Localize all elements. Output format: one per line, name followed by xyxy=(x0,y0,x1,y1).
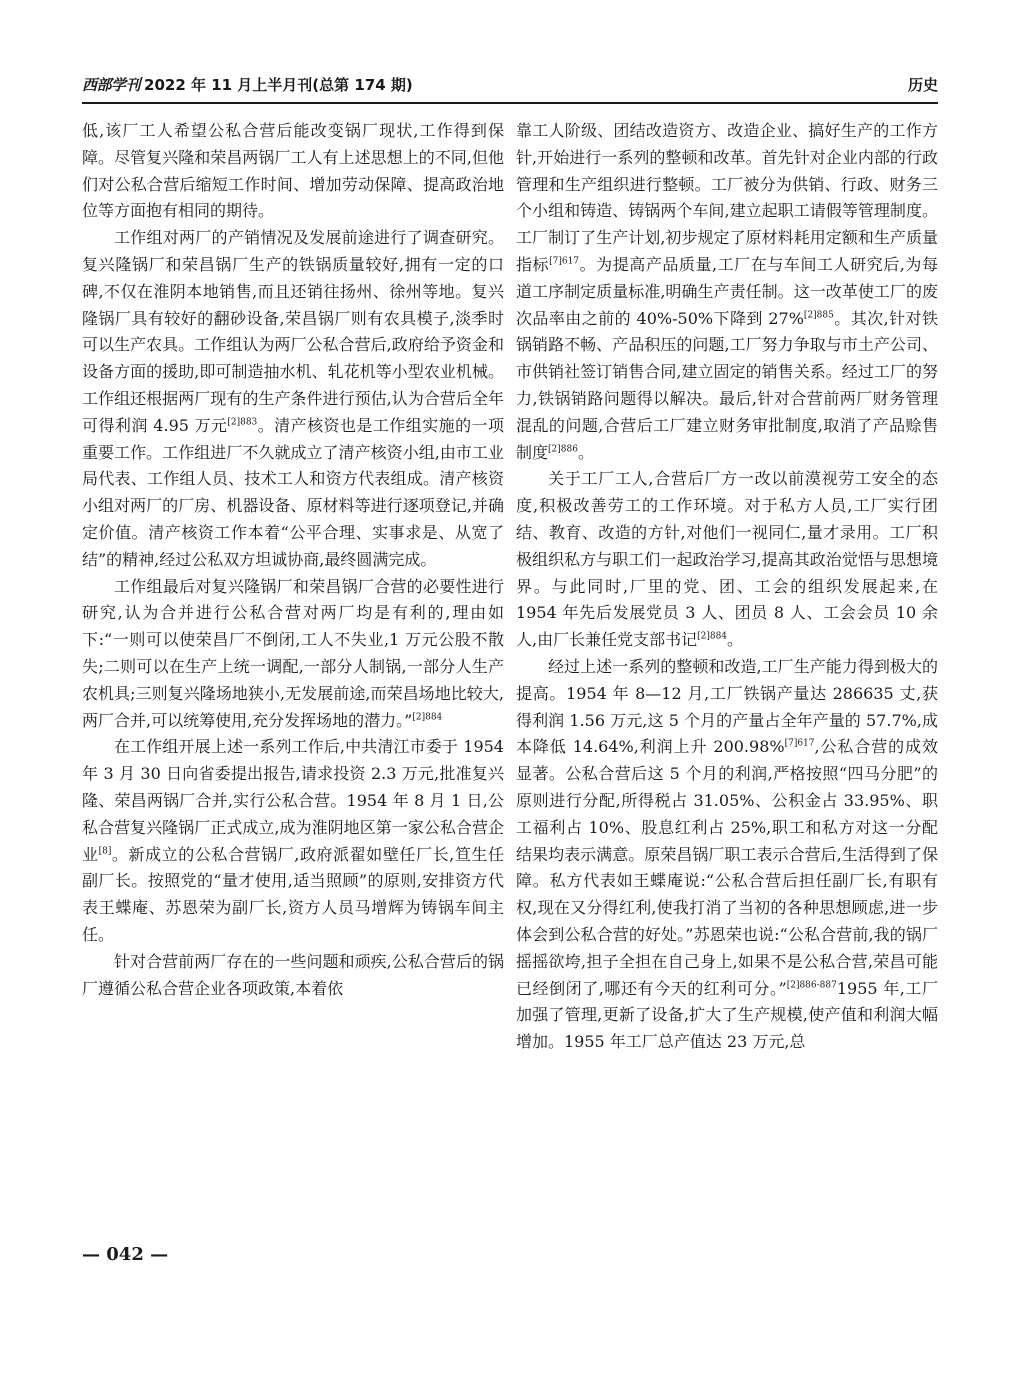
page-number: — 042 — xyxy=(82,1244,169,1265)
paragraph-text: 经过上述一系列的整顿和改造,工厂生产能力得到极大的提高。1954 年 8—12 月,工厂铁锅产量达 286635 丈,获得利润 1.56 万元,这 5 个月的产量占全年产量的 57.7%,成本降低 14.64%,利润上升 200.98% xyxy=(516,656,938,757)
citation: [2]884 xyxy=(412,712,443,723)
paragraph-text: 。其次,针对铁锅销路不畅、产品积压的问题,工厂努力争取与市土产公司、市供销社签订销售合同,建立固定的销售关系。经过工厂的努力,铁锅销路问题得以解决。最后,针对合营前两厂财务管理混乱的问题,合营后工厂建立财务审批制度,取消了产品赊售制度 xyxy=(516,308,938,462)
paragraph-text: 。为提高产品质量,工厂在与车间工人研究后,为每道工序制定质量标准,明确生产责任制。这一改革使工厂的废次品率由之前的 40%-50%下降到 27% xyxy=(516,254,938,328)
section-label: 历史 xyxy=(907,76,938,94)
paragraph-text: ,公私合营的成效显著。公私合营后这 5 个月的利润,严格按照“四马分肥”的原则进行分配,所得税占 31.05%、公积金占 33.95%、职工福利占 10%、股息红利占 25%,职工和私方对这一分配结果均表示满意。原荣昌锅厂职工表示合营后,生活得到了保障。私方代表如王蝶庵说:“公私合营后担任副厂长,有职有权,现在又分得红利,使我打消了当初的各种思想顾虑,进一步体会到公私合营的好处。”苏恩荣也说:“公私合营前,我的锅厂摇摇欲垮,担子全担在自己身上,如果不是公私合营,荣昌可能已经倒闭了,哪还有今天的红利可分。” xyxy=(516,737,938,998)
paragraph-text: 在工作组开展上述一系列工作后,中共清江市委于 1954 年 3 月 30 日向省委提出报告,请求投资 2.3 万元,批准复兴隆、荣昌两锅厂合并,实行公私合营。1954 年 8 月 1 日,公私合营复兴隆锅厂正式成立,成为淮阴地区第一家公私合营企业 xyxy=(82,737,504,864)
paragraph-text: 靠工人阶级、团结改造资方、改造企业、搞好生产的工作方针,开始进行一系列的整顿和改革。首先针对企业内部的行政管理和生产组织进行整顿。工厂被分为供销、行政、财务三个小组和铸造、铸锅两个车间,建立起职工请假等管理制度。工厂制订了生产计划,初步规定了原材料耗用定额和生产质量指标 xyxy=(516,121,938,274)
paragraph-text: 。 xyxy=(727,630,744,650)
paragraph-text: 低,该厂工人希望公私合营后能改变锅厂现状,工作得到保障。尽管复兴隆和荣昌两锅厂工人有上述思想上的不同,但他们对公私合营后缩短工作时间、增加劳动保障、提高政治地位等方面抱有相同的期待。 xyxy=(82,121,504,221)
paragraph-text: 关于工厂工人,合营后厂方一改以前漠视劳工安全的态度,积极改善劳工的工作环境。对于私方人员,工厂实行团结、教育、改造的方针,对他们一视同仁,量才录用。工厂积极组织私方与职工们一起政治学习,提高其政治觉悟与思想境界。与此同时,厂里的党、团、工会的组织发展起来,在 1954 年先后发展党员 3 人、团员 8 人、工会会员 10 余人,由厂长兼任党支部书记 xyxy=(516,469,938,650)
paragraph-text: 工作组对两厂的产销情况及发展前途进行了调查研究。复兴隆锅厂和荣昌锅厂生产的铁锅质量较好,拥有一定的口碑,不仅在淮阴本地销售,而且还销往扬州、徐州等地。复兴隆锅厂具有较好的翻砂设备,荣昌锅厂则有农具模子,淡季时可以生产农具。工作组认为两厂公私合营后,政府给予资金和设备方面的援助,即可制造抽水机、轧花机等小型农业机械。工作组还根据两厂现有的生产条件进行预估,认为合营后全年可得利润 4.95 万元 xyxy=(82,228,504,435)
citation: [2]886-887 xyxy=(786,980,837,991)
citation: [2]884 xyxy=(697,631,728,642)
header-left xyxy=(82,74,413,95)
citation: [2]886 xyxy=(548,444,578,455)
paragraph xyxy=(82,949,504,1003)
paragraph-text: 。 xyxy=(577,442,594,462)
paragraph-text: 。新成立的公私合营锅厂,政府派翟如壁任厂长,笪生任副厂长。按照党的“量才使用,适当照顾”的原则,安排资方代表王蝶庵、苏恩荣为副厂长,资方人员马增辉为铸锅车间主任。 xyxy=(82,844,504,944)
citation: [2]885 xyxy=(803,310,834,321)
issue-info: 2022 年 11 月上半月刊(总第 174 期) xyxy=(144,76,413,94)
journal-logo: 西部学刊 xyxy=(82,76,141,94)
paragraph xyxy=(82,574,504,735)
citation: [2]883 xyxy=(227,417,258,428)
paragraph xyxy=(516,466,938,654)
paragraph xyxy=(516,654,938,1056)
paragraph xyxy=(82,118,504,225)
paragraph xyxy=(82,734,504,948)
paragraph-text: 。清产核资也是工作组实施的一项重要工作。工作组进厂不久就成立了清产核资小组,由市工业局代表、工作组人员、技术工人和资方代表组成。清产核资小组对两厂的厂房、机器设备、原材料等进行逐项登记,并确定价值。清产核资工作本着“公平合理、实事求是、从宽了结”的精神,经过公私双方坦诚协商,最终圆满完成。 xyxy=(82,415,504,569)
left-column xyxy=(82,118,504,1238)
paragraph-text: 工作组最后对复兴隆锅厂和荣昌锅厂合营的必要性进行研究,认为合并进行公私合营对两厂均是有利的,理由如下:“一则可以使荣昌厂不倒闭,工人不失业,1 万元公股不散失;二则可以在生产上统一调配,一部分人制锅,一部分人生产农机具;三则复兴隆场地狭小,无发展前途,而荣昌场地比较大,两厂合并,可以统筹使用,充分发挥场地的潜力。” xyxy=(82,576,504,730)
paragraph xyxy=(82,225,504,573)
citation: [7]617 xyxy=(549,256,580,267)
paragraph xyxy=(516,118,938,466)
citation: [8] xyxy=(98,846,112,857)
paragraph-text: 1955 年,工厂加强了管理,更新了设备,扩大了生产规模,使产值和利润大幅增加。1955 年工厂总产值达 23 万元,总 xyxy=(516,978,938,1052)
right-column xyxy=(516,118,938,1238)
running-header xyxy=(82,70,938,104)
paragraph-text: 针对合营前两厂存在的一些问题和顽疾,公私合营后的锅厂遵循公私合营企业各项政策,本着依 xyxy=(82,951,504,998)
citation: [7]617 xyxy=(784,739,815,749)
